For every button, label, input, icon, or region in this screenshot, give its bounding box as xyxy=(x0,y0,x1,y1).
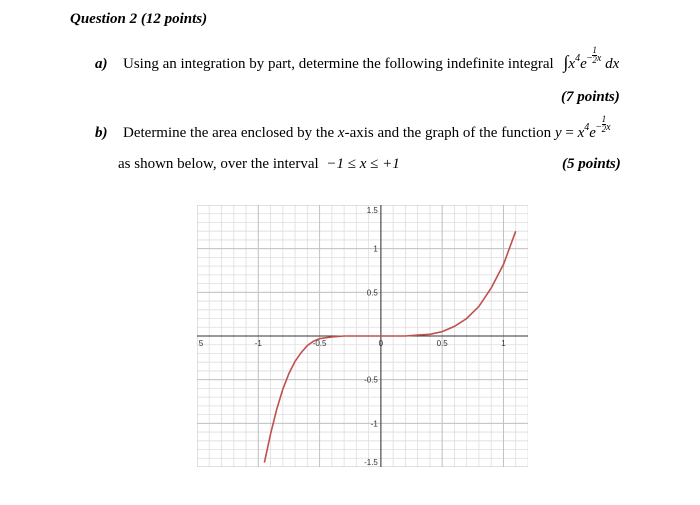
part-b-x-axis-word: x xyxy=(337,124,345,141)
part-a-text: Using an integration by part, determine the following indefinite integral xyxy=(123,56,554,72)
y-tick-label: -0.5 xyxy=(364,375,378,385)
part-b-points: (5 points) xyxy=(562,156,621,172)
function-exp-num: 1 xyxy=(601,114,607,124)
x-tick-label: 0 xyxy=(378,339,384,348)
part-b-line xyxy=(95,114,611,143)
function-exp-sign: − xyxy=(595,121,602,133)
y-tick-label: -1 xyxy=(370,419,378,429)
function-exp-den: 2 xyxy=(601,124,607,134)
part-a-line xyxy=(95,45,620,74)
part-a-integral xyxy=(563,45,620,72)
x-tick-label: 0.5 xyxy=(436,339,448,348)
function-base: x xyxy=(577,124,585,141)
y-tick-label: 0.5 xyxy=(366,288,378,298)
function-power: 4 xyxy=(584,121,590,133)
integral-dx: dx xyxy=(605,56,620,72)
part-b-interval: −1 ≤ x ≤ +1 xyxy=(326,156,400,172)
y-tick-label: -1.5 xyxy=(364,458,378,467)
function-lhs: y xyxy=(554,124,562,141)
part-a-points: (7 points) xyxy=(561,89,620,105)
integral-exp-sign: − xyxy=(586,53,593,64)
integral-sign: ∫ xyxy=(563,52,569,72)
integral-exp-den: 2 xyxy=(592,55,597,66)
x-tick-label: 1 xyxy=(501,339,506,348)
integral-exp-num: 1 xyxy=(592,45,597,56)
function-exp-base: e xyxy=(589,124,596,141)
y-tick-label: 1 xyxy=(373,244,378,254)
question-title: Question 2 (12 points) xyxy=(70,11,208,27)
part-b-label: b) xyxy=(95,124,108,141)
y-tick-label: 1.5 xyxy=(366,206,378,215)
part-b-line2 xyxy=(118,156,400,173)
integral-base: x xyxy=(568,56,576,72)
x-tick-label: 5 xyxy=(198,339,204,348)
part-b-text-pre: Determine the area enclosed by the xyxy=(123,124,335,141)
x-tick-label: -1 xyxy=(254,339,262,348)
function-eq: = xyxy=(561,124,578,141)
integral-power: 4 xyxy=(575,53,581,64)
part-b-text-mid: -axis and the graph of the function xyxy=(344,124,552,141)
function-exp-var: x xyxy=(606,121,611,133)
part-a-label: a) xyxy=(95,56,108,72)
integral-exp-base: e xyxy=(580,56,587,72)
function-graph xyxy=(197,205,528,467)
part-b-line2-text: as shown below, over the interval xyxy=(118,156,319,172)
part-b-function xyxy=(554,114,611,141)
integral-exp-var: x xyxy=(596,53,602,64)
x-tick-label: -0.5 xyxy=(312,339,327,348)
